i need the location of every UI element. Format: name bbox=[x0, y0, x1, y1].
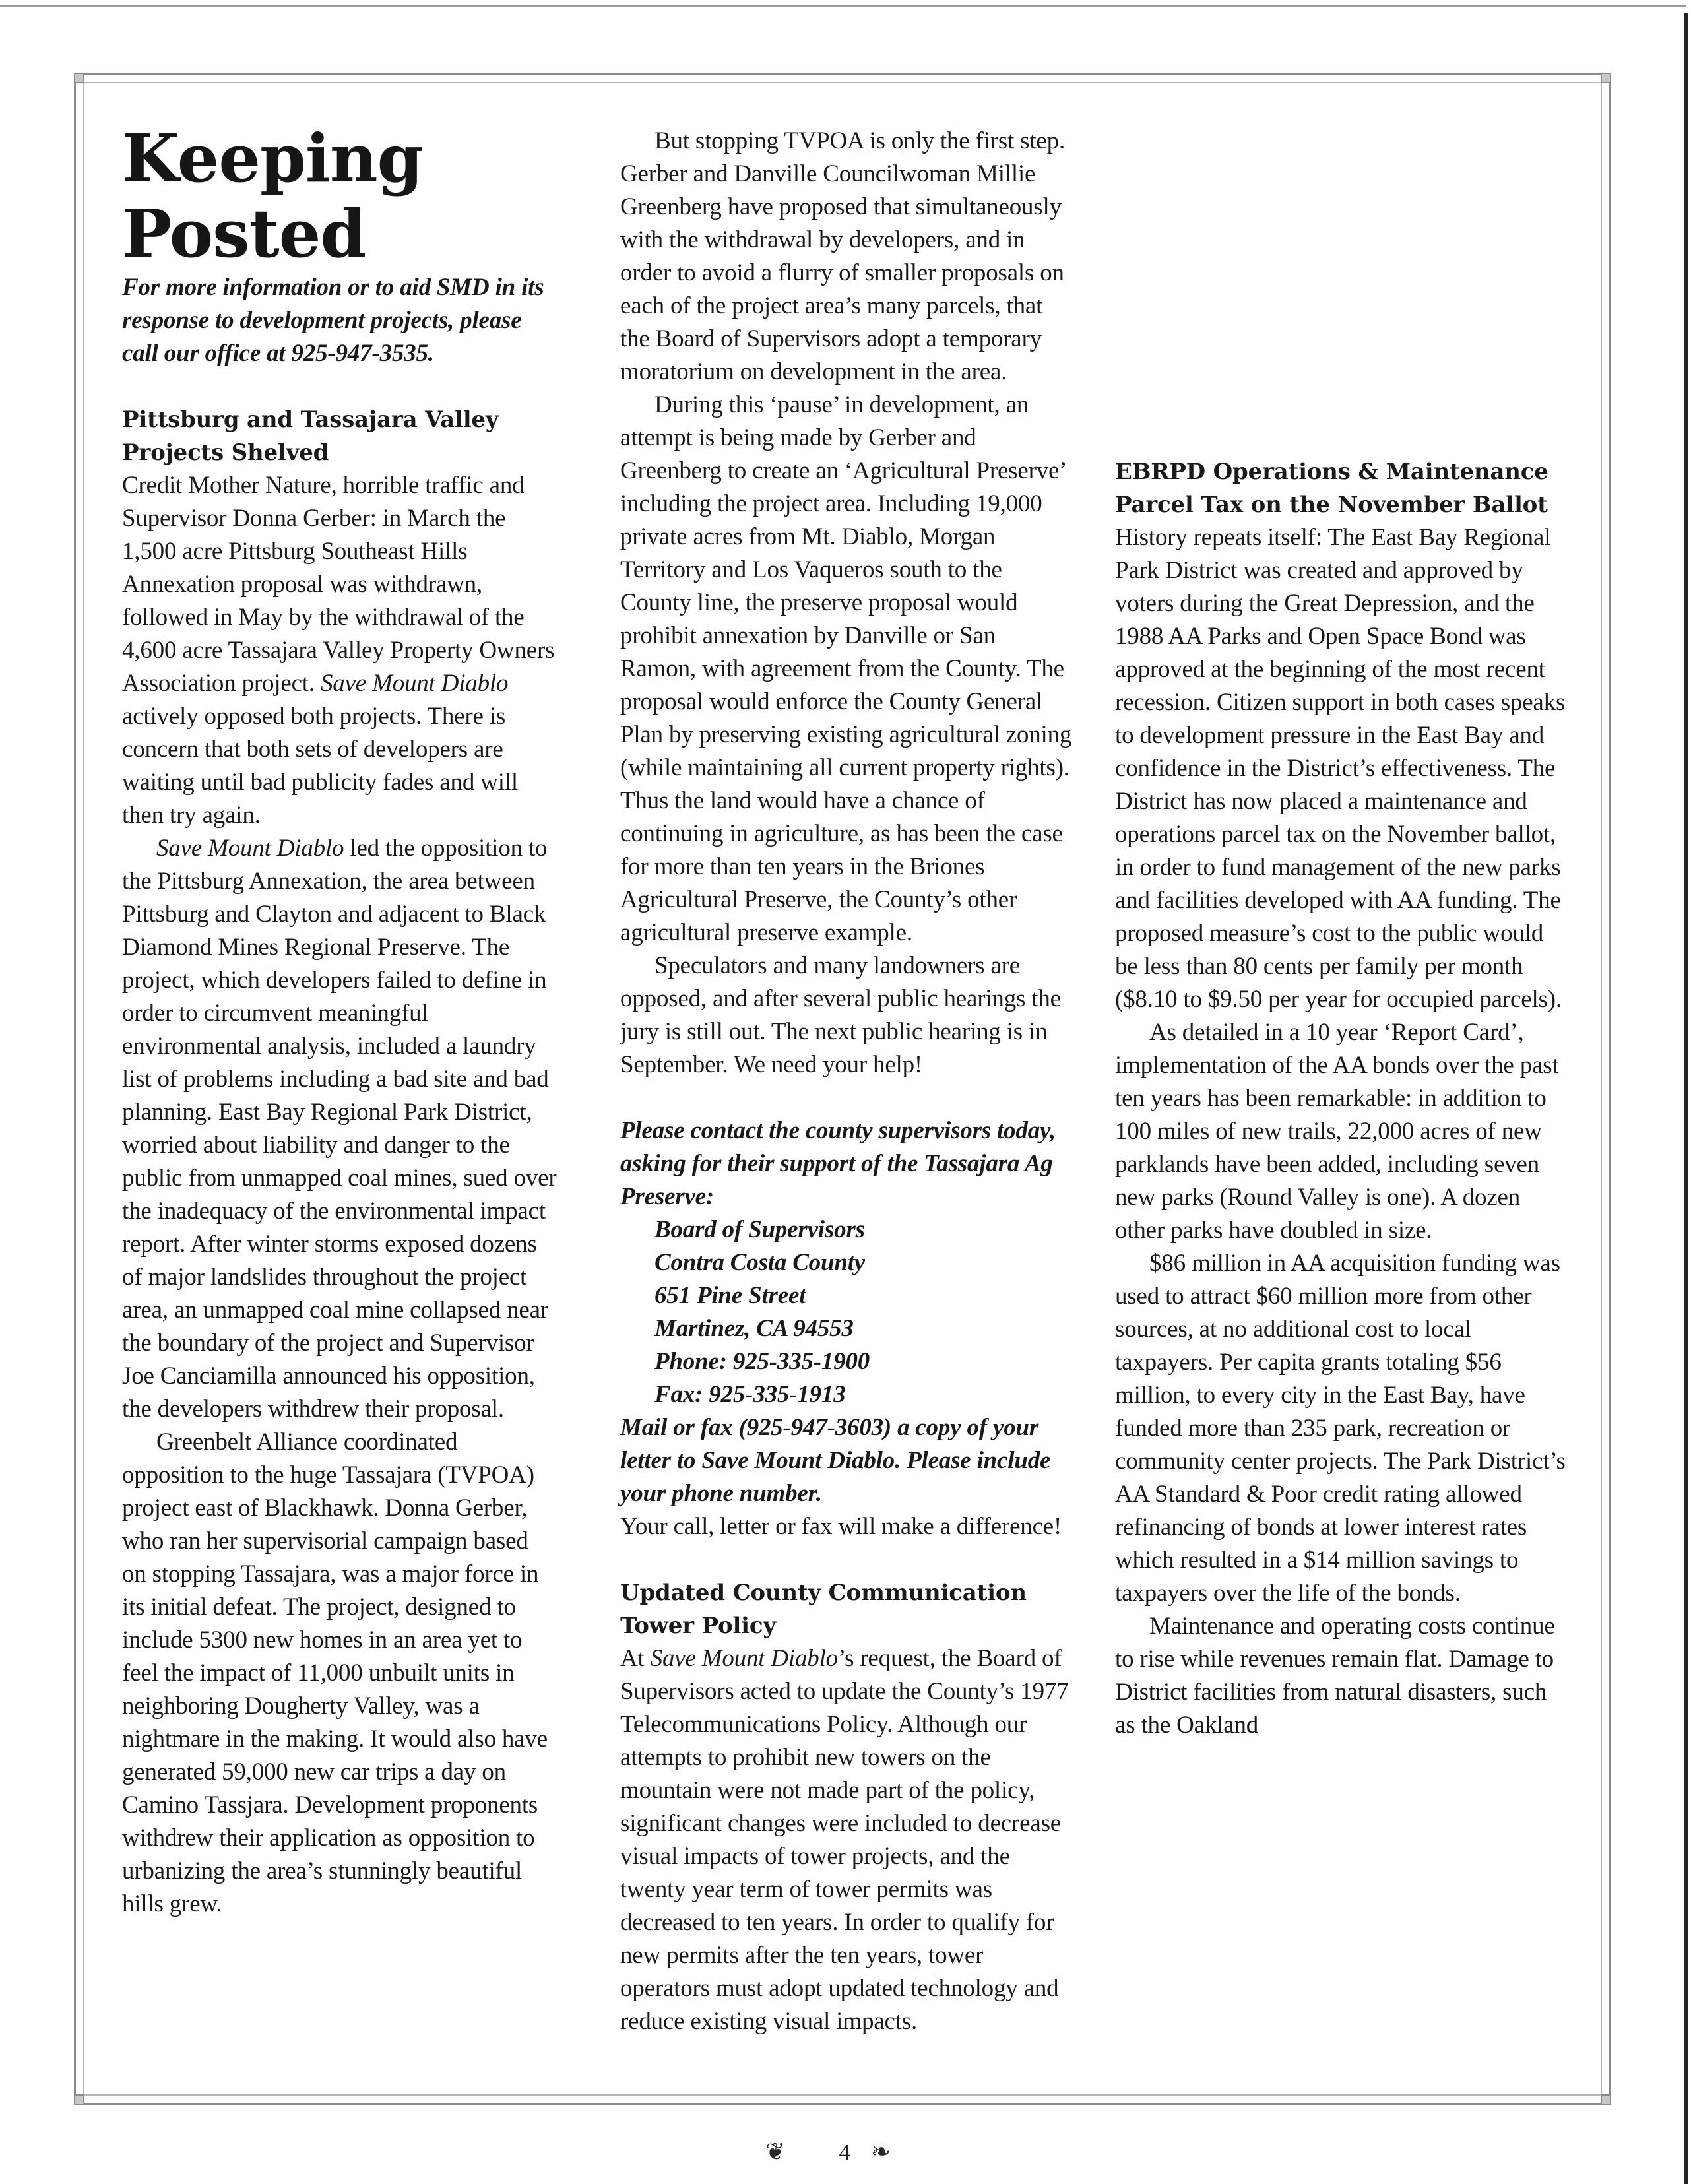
section-heading-pittsburg: Pittsburg and Tassajara Valley Projects Shelved bbox=[122, 406, 499, 466]
call-to-action: Please contact the county supervisors today, asking for their support of the Tassajara Ag Preserve: bbox=[620, 1117, 1056, 1210]
ornament-left-icon: ❦ bbox=[765, 2138, 786, 2165]
closing-text: Your call, letter or fax will make a difference! bbox=[620, 1513, 1062, 1540]
page-footer bbox=[726, 2138, 963, 2171]
paragraph: But stopping TVPOA is only the first step. Gerber and Danville Councilwoman Millie Greenberg have proposed that simultaneously with the withdrawal by developers, and in order to avoid a flurry of smaller proposals on each of the project area’s many parcels, that the Board of Supervisors adopt a temporary moratorium on development in the area. bbox=[620, 127, 1066, 385]
intro-text: For more information or to aid SMD in its response to development projects, please call our office at 925-947-3535. bbox=[122, 274, 544, 367]
page-number: 4 bbox=[839, 2140, 850, 2165]
paragraph: History repeats itself: The East Bay Regional Park District was created and approved by voters during the Great Depression, and the 1988 AA Parks and Open Space Bond was approved at the beginning of the most recent recession. Citizen support in both cases speaks to development pressure in the East Bay and confidence in the District’s effectiveness. The District has now placed a maintenance and operations parcel tax on the November ballot, in order to fund management of the new parks and facilities developed with AA funding. The proposed measure’s cost to the public would be less than 80 cents per family per month ($8.10 to $9.50 per year for occupied parcels). bbox=[1115, 524, 1566, 1013]
title-line-1: Keeping bbox=[122, 119, 423, 197]
mail-note: Mail or fax (925-947-3603) a copy of your letter to Save Mount Diablo. Please include your phone number. bbox=[620, 1414, 1051, 1507]
paragraph: Greenbelt Alliance coordinated opposition to the huge Tassajara (TVPOA) project east of Blackhawk. Donna Gerber, who ran her supervisorial campaign based on stopping Tassajara, was a major force in its initial defeat. The project, designed to include 5300 new homes in an area yet to feel the impact of 11,000 unbuilt units in neighboring Dougherty Valley, was a nightmare in the making. It would also have generated 59,000 new car trips a day on Camino Tassjara. Development proponents withdrew their application as opposition to urbanizing the area’s stunningly beautiful hills grew. bbox=[122, 1429, 548, 1917]
supervisors-address bbox=[620, 1213, 1072, 1411]
paragraph: Credit Mother Nature, horrible traffic and Supervisor Donna Gerber: in March the 1,500 acre Pittsburg Southeast Hills Annexation proposal was withdrawn, followed in May by the withdrawal of the 4,600 acre Tassajara Valley Property Owners Association project. Save Mount Diablo actively opposed both projects. There is concern that both sets of developers are waiting until bad publicity fades and will then try again. bbox=[122, 472, 555, 829]
column-2 bbox=[620, 125, 1072, 2038]
paragraph: As detailed in a 10 year ‘Report Card’, implementation of the AA bonds over the past ten years has been remarkable: in addition to 100 miles of new trails, 22,000 acres of new parklands have been added, including seven new parks (Round Valley is one). A dozen other parks have doubled in size. bbox=[1115, 1019, 1559, 1244]
scan-top-edge bbox=[0, 5, 1686, 7]
paragraph: $86 million in AA acquisition funding was used to attract $60 million more from other sources, at no additional cost to local taxpayers. Per capita grants totaling $56 million, to every city in the East Bay, have funded more than 235 park, recreation or community center projects. The Park District’s AA Standard & Poor credit rating allowed refinancing of bonds at lower interest rates which resulted in a $14 million savings to taxpayers over the life of the bonds. bbox=[1115, 1250, 1566, 1607]
frame-corner-bottom-right bbox=[1601, 2094, 1611, 2105]
column-3 bbox=[1115, 455, 1570, 1742]
paragraph: Speculators and many landowners are opposed, and after several public hearings the jury is still out. The next public hearing is in September. We need your help! bbox=[620, 952, 1061, 1078]
paragraph: During this ‘pause’ in development, an attempt is being made by Gerber and Greenberg to create an ‘Agricultural Preserve’ including the project area. Including 19,000 private acres from Mt. Diablo, Morgan Territory and Los Vaqueros south to the County line, the preserve proposal would prohibit annexation by Danville or San Ramon, with agreement from the County. The proposal would enforce the County General Plan by preserving existing agricultural zoning (while maintaining all current property rights). Thus the land would have a chance of continuing in agriculture, as has been the case for more than ten years in the Briones Agricultural Preserve, the County’s other agricultural preserve example. bbox=[620, 391, 1072, 946]
address-line: Board of Supervisors bbox=[654, 1216, 865, 1243]
paragraph: Maintenance and operating costs continue to rise while revenues remain flat. Damage to District facilities from natural disasters, such as the Oakland bbox=[1115, 1613, 1555, 1739]
paragraph: Save Mount Diablo led the opposition to the Pittsburg Annexation, the area between Pittsburg and Clayton and adjacent to Black Diamond Mines Regional Preserve. The project, which developers failed to define in order to circumvent meaningful environmental analysis, included a laundry list of problems including a bad site and bad planning. East Bay Regional Park District, worried about liability and danger to the public from unmapped coal mines, sued over the inadequacy of the environmental impact report. After winter storms exposed dozens of major landslides throughout the project area, an unmapped coal mine collapsed near the boundary of the project and Supervisor Joe Canciamilla announced his opposition, the developers withdrew their proposal. bbox=[122, 835, 557, 1423]
address-line: 651 Pine Street bbox=[654, 1282, 806, 1309]
scan-right-edge bbox=[1684, 13, 1688, 2184]
column-1 bbox=[122, 115, 558, 1921]
address-phone: Phone: 925-335-1900 bbox=[654, 1348, 870, 1375]
frame-corner-bottom-left bbox=[74, 2094, 84, 2105]
frame-corner-top-left bbox=[74, 73, 84, 83]
paragraph: At Save Mount Diablo’s request, the Board of Supervisors acted to update the County’s 1977 Telecommunications Policy. Although our attempts to prohibit new towers on the mountain were not made part of the policy, significant changes were included to decrease visual impacts of tower projects, and the twenty year term of tower permits was decreased to ten years. In order to qualify for new permits after the ten years, tower operators must adopt updated technology and reduce existing visual impacts. bbox=[620, 1645, 1069, 2035]
address-line: Contra Costa County bbox=[654, 1249, 866, 1276]
address-fax: Fax: 925-335-1913 bbox=[654, 1381, 846, 1408]
section-heading-ebrpd: EBRPD Operations & Maintenance Parcel Tax on the November Ballot bbox=[1115, 459, 1548, 518]
page-title bbox=[122, 121, 558, 271]
address-line: Martinez, CA 94553 bbox=[654, 1315, 854, 1342]
section-heading-tower-policy: Updated County Communication Tower Policy bbox=[620, 1580, 1027, 1639]
frame-corner-top-right bbox=[1601, 73, 1611, 83]
ornament-right-icon: ❧ bbox=[871, 2138, 891, 2165]
title-line-2: Posted bbox=[122, 195, 366, 273]
